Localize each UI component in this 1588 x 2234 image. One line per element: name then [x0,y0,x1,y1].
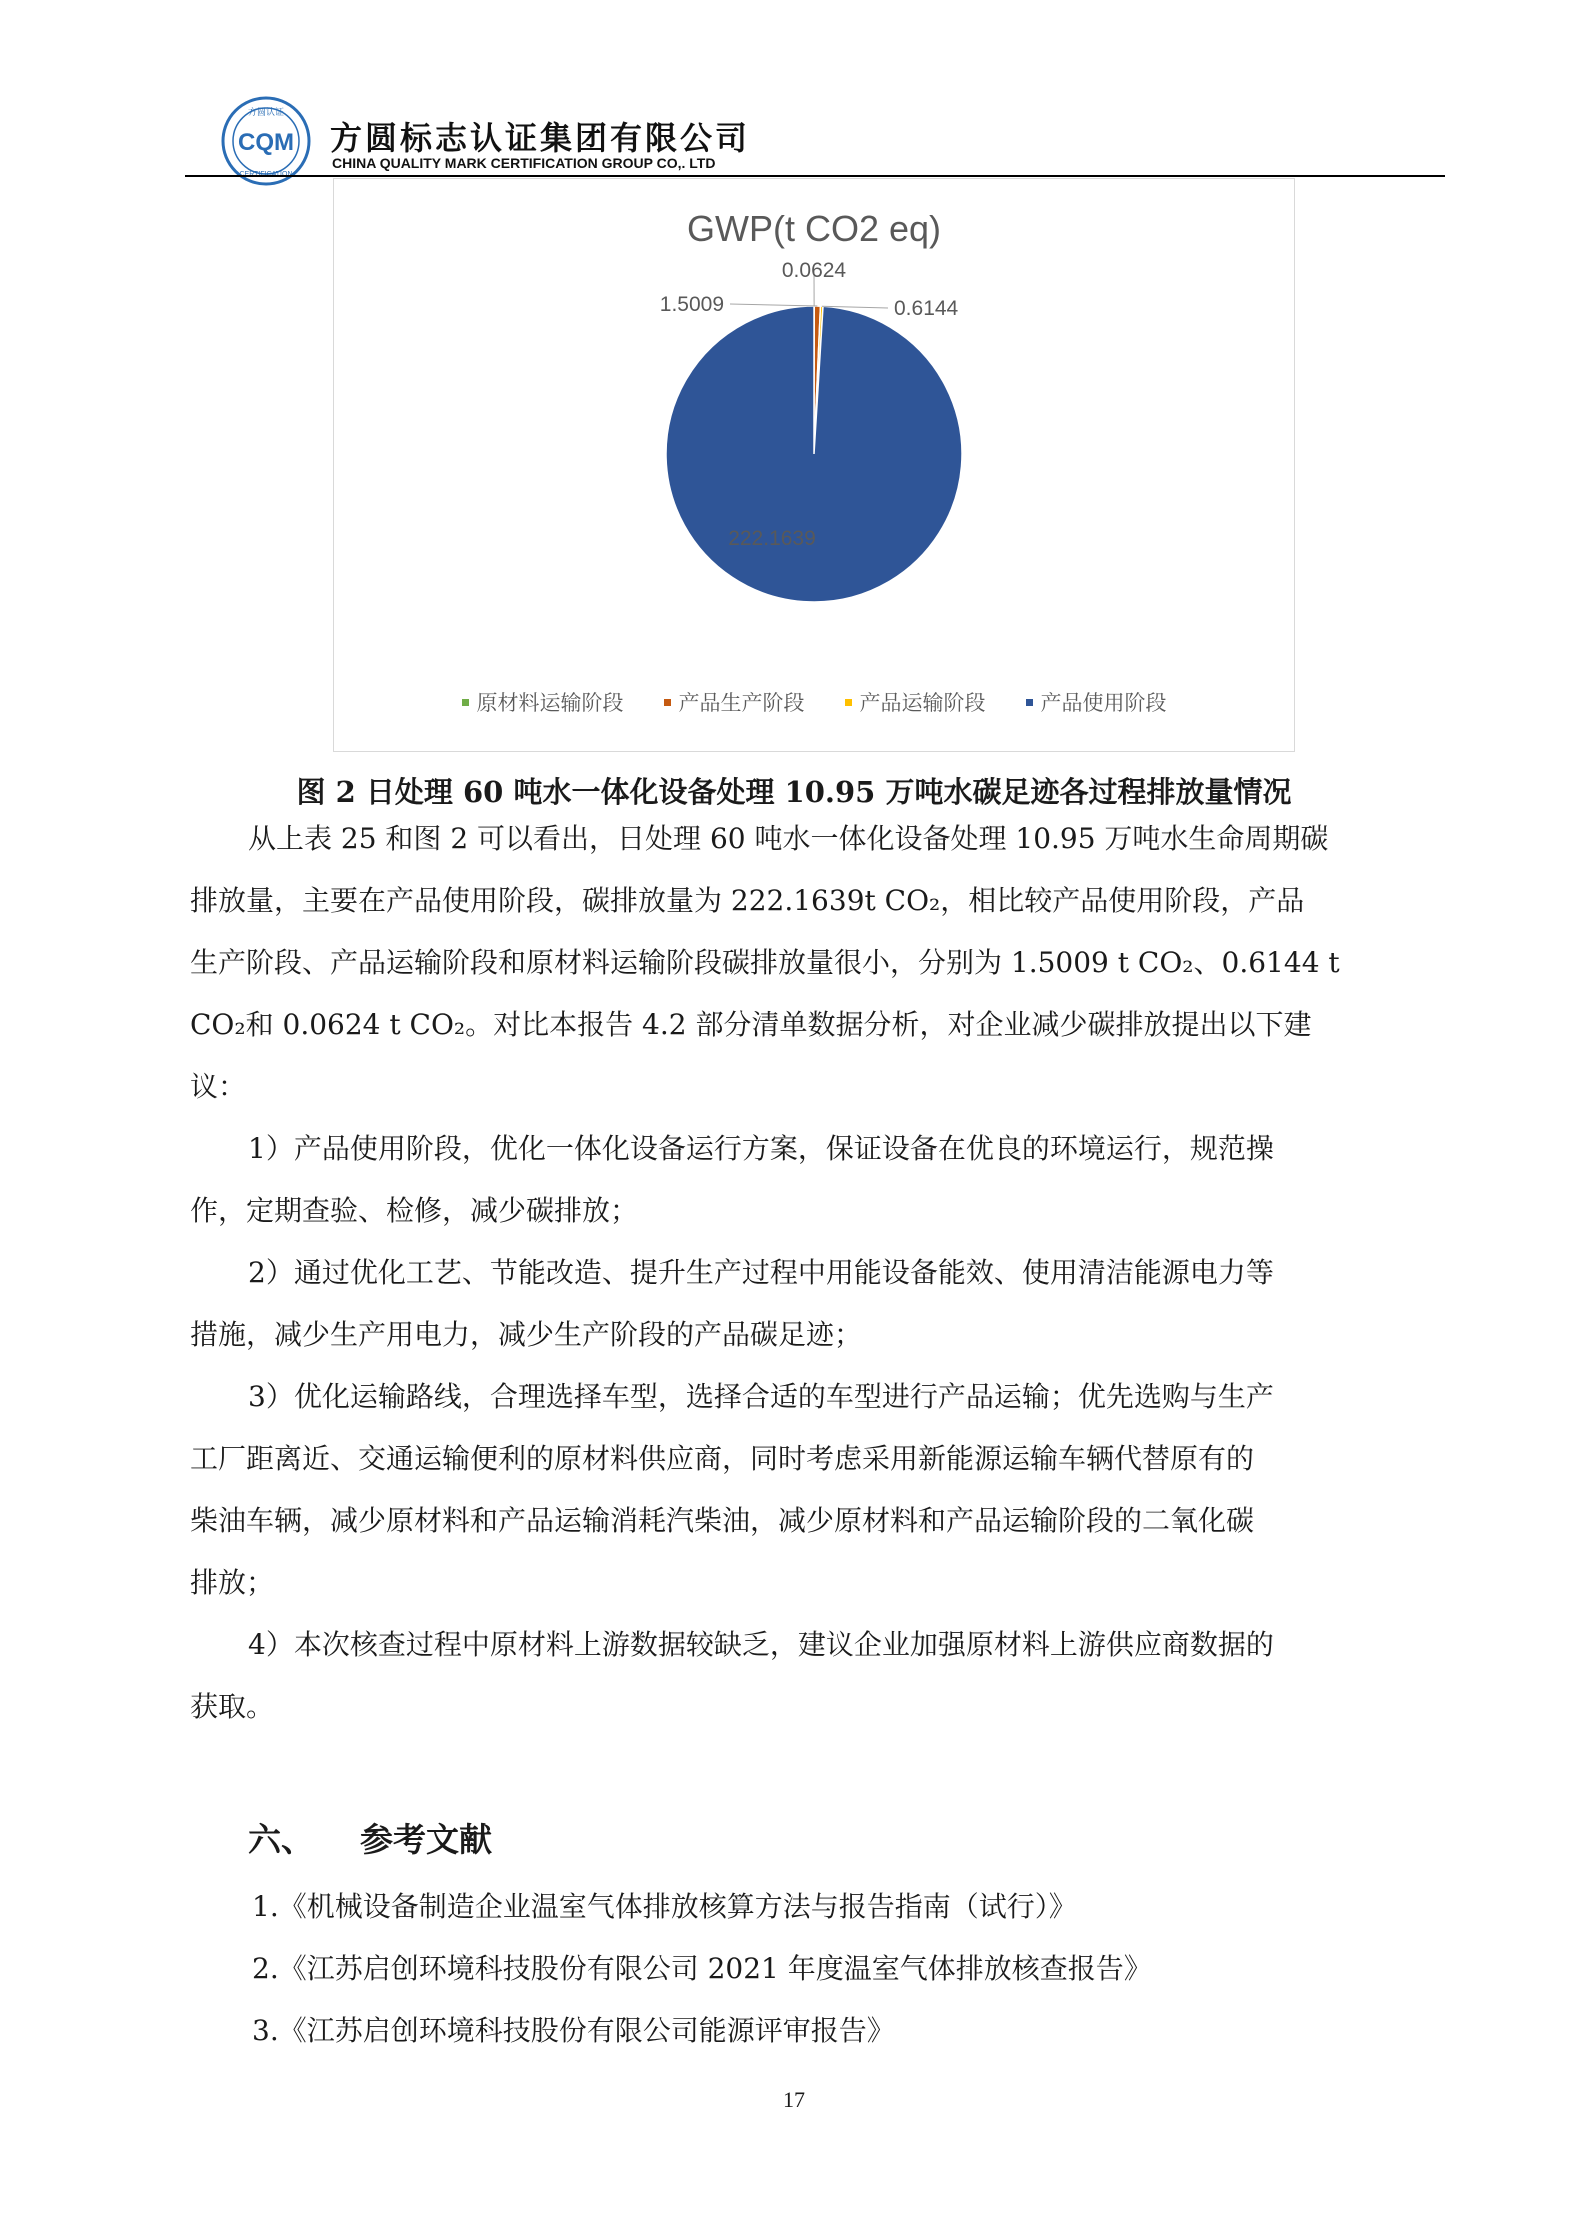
text-line: 措施，减少生产用电力，减少生产阶段的产品碳足迹； [190,1318,863,1351]
recommendation-2 [190,1242,1410,1366]
data-label-0: 0.0624 [781,259,847,282]
section-number: 六、 [248,1820,314,1859]
text-line: 2）通过优化工艺、节能改造、提升生产过程中用能设备能效、使用清洁能源电力等 [248,1256,1274,1289]
summary-paragraph [190,808,1410,1118]
recommendation-4 [190,1614,1410,1738]
pie-slice-3 [666,306,962,602]
reference-item: 3.《江苏启创环境科技股份有限公司能源评审报告》 [252,2014,895,2047]
gwp-pie-chart [333,178,1295,752]
text-line: 排放量，主要在产品使用阶段，碳排放量为 222.1639t CO₂，相比较产品使用阶段，产品 [190,884,1305,917]
recommendation-1 [190,1118,1410,1242]
text-line: 作，定期查验、检修，减少碳排放； [190,1194,639,1227]
text-line: 生产阶段、产品运输阶段和原材料运输阶段碳排放量很小，分别为 1.5009 t CO₂、0.6144 t [190,946,1340,979]
text-line: 工厂距离近、交通运输便利的原材料供应商，同时考虑采用新能源运输车辆代替原有的 [190,1442,1255,1475]
legend-label: 原材料运输阶段 [476,691,624,715]
cqm-logo [220,95,312,187]
leader-line-1 [730,304,817,306]
text-line: 柴油车辆，减少原材料和产品运输消耗汽柴油，减少原材料和产品运输阶段的二氧化碳 [190,1504,1255,1537]
text-line: 排放； [190,1566,275,1599]
logo-ring-top: 方圆认证 [247,108,285,118]
data-label-1: 1.5009 [659,293,724,316]
legend-swatch [664,699,671,706]
header-divider [185,175,1445,177]
references-list [252,1876,1452,2062]
text-line: 获取。 [190,1690,275,1723]
text-line: 3）优化运输路线，合理选择车型，选择合适的车型进行产品运输；优先选购与生产 [248,1380,1274,1413]
figure-caption: 图 2 日处理 60 吨水一体化设备处理 10.95 万吨水碳足迹各过程排放量情况 [296,775,1292,809]
page-header [185,95,1445,177]
text-line: 从上表 25 和图 2 可以看出，日处理 60 吨水一体化设备处理 10.95 万吨水生命周期碳 [248,822,1329,855]
company-name-cn: 方圆标志认证集团有限公司 [330,119,751,157]
text-line: 4）本次核查过程中原材料上游数据较缺乏，建议企业加强原材料上游供应商数据的 [248,1628,1274,1661]
pie-svg [334,179,1294,679]
logo-text: CQM [238,129,294,156]
reference-item: 1.《机械设备制造企业温室气体排放核算方法与报告指南（试行）》 [252,1890,1077,1923]
chart-legend [334,687,1294,717]
reference-item: 2.《江苏启创环境科技股份有限公司 2021 年度温室气体排放核查报告》 [252,1952,1152,1985]
data-label-2: 0.6144 [894,297,959,320]
text-line: CO₂和 0.0624 t CO₂。对比本报告 4.2 部分清单数据分析，对企业减少碳排放提出以下建 [190,1008,1312,1041]
legend-swatch [1026,699,1033,706]
legend-label: 产品使用阶段 [1040,691,1167,715]
legend-label: 产品运输阶段 [859,691,986,715]
legend-item-1 [664,687,805,717]
text-line: 1）产品使用阶段，优化一体化设备运行方案，保证设备在优良的环境运行，规范操 [248,1132,1274,1165]
legend-item-0 [462,687,624,717]
text-line: 议： [190,1070,247,1103]
section-title-text: 参考文献 [360,1820,492,1859]
data-label-3: 222.1639 [728,527,816,550]
chart-title: GWP(t CO2 eq) [686,208,942,249]
page-number: 17 [783,2087,805,2112]
company-name-en: CHINA QUALITY MARK CERTIFICATION GROUP CO,. LTD [332,155,716,171]
legend-swatch [462,699,469,706]
section-heading [248,1814,492,1861]
legend-swatch [845,699,852,706]
recommendation-3 [190,1366,1410,1614]
legend-label: 产品生产阶段 [678,691,805,715]
legend-item-2 [845,687,986,717]
legend-item-3 [1026,687,1167,717]
